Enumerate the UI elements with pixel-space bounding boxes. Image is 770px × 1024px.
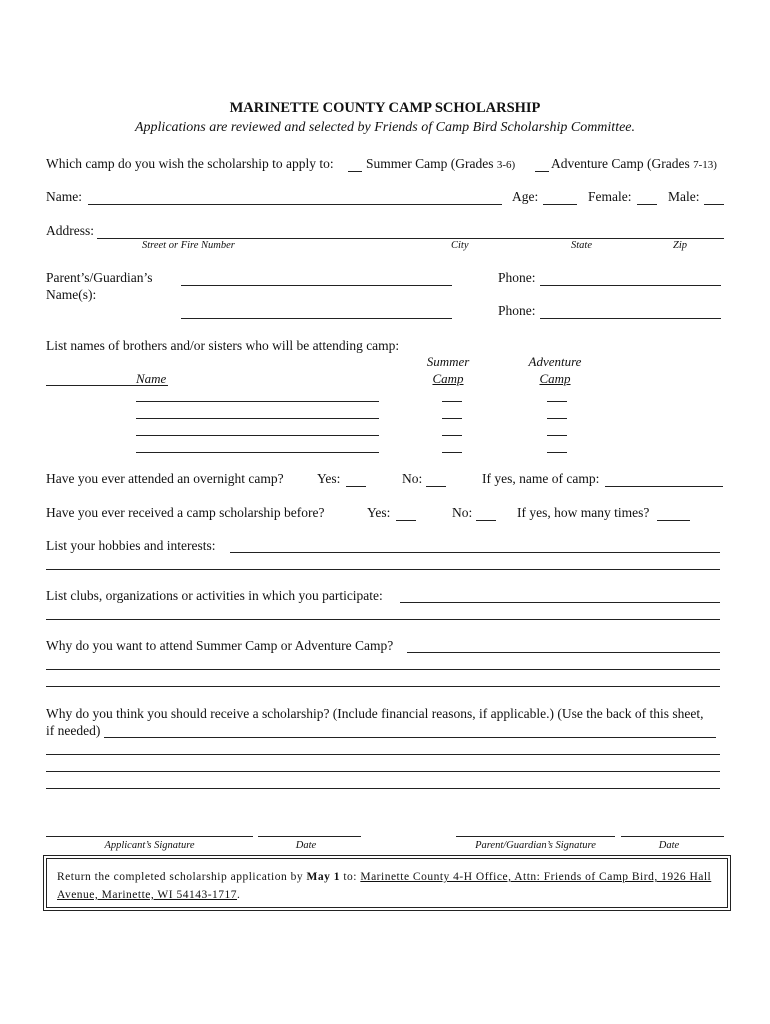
guardian-date-field[interactable]	[621, 836, 724, 837]
scholarship-no-field[interactable]	[476, 520, 496, 521]
hobbies-label: List your hobbies and interests:	[46, 538, 216, 553]
phone1-field[interactable]	[540, 285, 721, 286]
name-col-header: Name	[136, 371, 167, 386]
applicant-signature-field[interactable]	[46, 836, 253, 837]
scholarship-yes-label: Yes:	[367, 505, 391, 520]
summer-camp-blank[interactable]	[348, 171, 362, 172]
phone2-field[interactable]	[540, 318, 721, 319]
applicant-date-caption: Date	[295, 840, 317, 851]
scholarship-times-field[interactable]	[657, 520, 690, 521]
guardian-date-caption: Date	[658, 840, 680, 851]
adventure-camp-blank[interactable]	[535, 171, 549, 172]
guardian-name-field-1[interactable]	[181, 285, 452, 286]
sibling-adventure-field-1[interactable]	[547, 401, 567, 402]
female-label: Female:	[588, 189, 632, 204]
clubs-label: List clubs, organizations or activities in which you participate:	[46, 588, 383, 603]
address-field[interactable]	[97, 238, 724, 239]
return-intro: Return the completed scholarship application by	[57, 871, 307, 883]
why-deserve-field-2[interactable]	[46, 754, 720, 755]
adventure-camp-option	[551, 156, 717, 172]
city-caption: City	[451, 240, 469, 251]
camp-question: Which camp do you wish the scholarship to apply to:	[46, 156, 334, 171]
summer-camp-option	[366, 156, 515, 172]
adventure-col-header-2: Camp	[539, 371, 571, 386]
street-caption: Street or Fire Number	[142, 240, 235, 251]
sibling-adventure-field-3[interactable]	[547, 435, 567, 436]
male-field[interactable]	[704, 204, 724, 205]
why-deserve-field-4[interactable]	[46, 788, 720, 789]
clubs-field-2[interactable]	[46, 619, 720, 620]
overnight-camp-name-field[interactable]	[605, 486, 723, 487]
summer-col-header-2: Camp	[432, 371, 464, 386]
overnight-no-field[interactable]	[426, 486, 446, 487]
why-attend-label: Why do you want to attend Summer Camp or Adventure Camp?	[46, 638, 394, 653]
return-address: Marinette County 4-H Office, Attn: Friends of Camp Bird, 1926 Hall Avenue, Marinette, WI 54143-1717	[57, 871, 712, 901]
scholarship-before-question: Have you ever received a camp scholarship before?	[46, 505, 325, 520]
return-deadline: May 1	[306, 871, 340, 883]
sibling-summer-field-1[interactable]	[442, 401, 462, 402]
sibling-summer-field-4[interactable]	[442, 452, 462, 453]
sibling-summer-field-2[interactable]	[442, 418, 462, 419]
guardian-signature-caption: Parent/Guardian’s Signature	[475, 840, 596, 851]
sibling-name-field-1[interactable]	[136, 401, 379, 402]
guardian-label-line1: Parent’s/Guardian’s	[46, 270, 153, 285]
sibling-adventure-field-2[interactable]	[547, 418, 567, 419]
return-instructions-box	[46, 858, 728, 908]
return-instructions-text	[57, 868, 717, 904]
summer-col-header-1: Summer	[426, 354, 470, 369]
why-deserve-label-line2: if needed)	[46, 723, 101, 738]
overnight-yes-field[interactable]	[346, 486, 366, 487]
sibling-name-field-4[interactable]	[136, 452, 379, 453]
scholarship-no-label: No:	[452, 505, 473, 520]
name-field[interactable]	[88, 204, 502, 205]
phone2-label: Phone:	[498, 303, 536, 318]
scholarship-yes-field[interactable]	[396, 520, 416, 521]
guardian-name-field-2[interactable]	[181, 318, 452, 319]
why-deserve-field-3[interactable]	[46, 771, 720, 772]
applicant-signature-caption: Applicant’s Signature	[104, 840, 195, 851]
address-label: Address:	[46, 223, 94, 238]
scholarship-ifyes-label: If yes, how many times?	[517, 505, 650, 520]
form-subtitle: Applications are reviewed and selected by Friends of Camp Bird Scholarship Committee.	[134, 120, 636, 135]
return-to: to:	[339, 871, 361, 883]
hobbies-field-2[interactable]	[46, 569, 720, 570]
guardian-label-line2: Name(s):	[46, 287, 97, 302]
zip-caption: Zip	[673, 240, 688, 251]
summer-camp-grades: 3-6)	[496, 159, 516, 171]
sibling-name-field-2[interactable]	[136, 418, 379, 419]
male-label: Male:	[668, 189, 700, 204]
name-label: Name:	[46, 189, 82, 204]
why-deserve-label-line1: Why do you think you should receive a scholarship? (Include financial reasons, if applicable.) (Use the back of this sheet,	[46, 706, 704, 721]
clubs-field-1[interactable]	[400, 602, 720, 603]
sibling-adventure-field-4[interactable]	[547, 452, 567, 453]
summer-camp-label: Summer Camp (Grades	[366, 156, 494, 171]
phone1-label: Phone:	[498, 270, 536, 285]
guardian-signature-field[interactable]	[456, 836, 615, 837]
overnight-ifyes-label: If yes, name of camp:	[482, 471, 600, 486]
female-field[interactable]	[637, 204, 657, 205]
why-deserve-field-1[interactable]	[104, 737, 716, 738]
adventure-col-header-1: Adventure	[528, 354, 582, 369]
overnight-no-label: No:	[402, 471, 423, 486]
why-attend-field-1[interactable]	[407, 652, 720, 653]
form-title: MARINETTE COUNTY CAMP SCHOLARSHIP	[229, 100, 541, 116]
overnight-question: Have you ever attended an overnight camp?	[46, 471, 284, 486]
adventure-camp-grades: 7-13)	[693, 159, 717, 171]
age-field[interactable]	[543, 204, 577, 205]
sibling-name-field-3[interactable]	[136, 435, 379, 436]
age-label: Age:	[512, 189, 539, 204]
return-period: .	[237, 889, 241, 901]
sibling-summer-field-3[interactable]	[442, 435, 462, 436]
siblings-label: List names of brothers and/or sisters who will be attending camp:	[46, 338, 400, 353]
adventure-camp-label: Adventure Camp (Grades	[551, 156, 690, 171]
hobbies-field-1[interactable]	[230, 552, 720, 553]
why-attend-field-3[interactable]	[46, 686, 720, 687]
overnight-yes-label: Yes:	[317, 471, 341, 486]
why-attend-field-2[interactable]	[46, 669, 720, 670]
applicant-date-field[interactable]	[258, 836, 361, 837]
state-caption: State	[571, 240, 592, 251]
